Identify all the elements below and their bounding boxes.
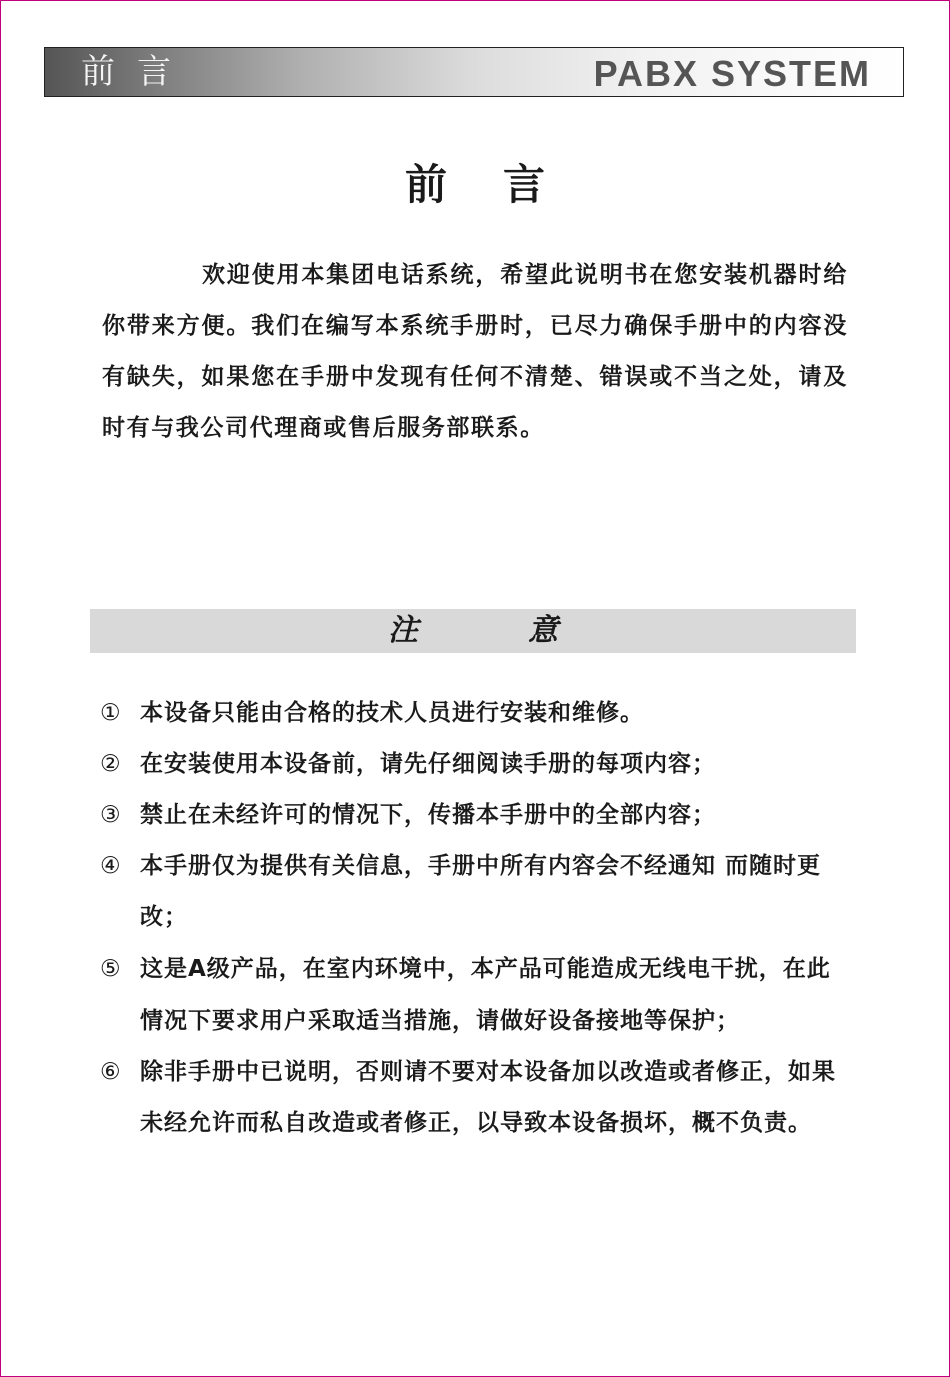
- notice-number: ③: [100, 802, 122, 828]
- notice-number: ④: [100, 853, 122, 879]
- notice-item-2: [100, 739, 850, 790]
- notice-item-4: [100, 841, 850, 943]
- header-section-title: 前言: [81, 52, 193, 92]
- intro-paragraph: 欢迎使用本集团电话系统，希望此说明书在您安装机器时给你带来方便。我们在编写本系统手册时，已尽力确保手册中的内容没有缺失，如果您在手册中发现有任何不清楚、错误或不当之处，请及时有与我公司代理商或售后服务部联系。: [102, 262, 848, 441]
- notice-heading: 注意: [388, 613, 668, 648]
- header-product-name: PABX SYSTEM: [593, 53, 871, 94]
- notice-item-1: [100, 688, 850, 739]
- notice-number: ⑥: [100, 1059, 122, 1085]
- notice-text: 禁止在未经许可的情况下，传播本手册中的全部内容；: [140, 802, 716, 828]
- notice-item-6: [100, 1047, 850, 1149]
- notice-text: 本手册仅为提供有关信息，手册中所有内容会不经通知 而随时更改；: [140, 853, 822, 930]
- notice-number: ⑤: [100, 956, 122, 982]
- page-title: 前言: [404, 160, 601, 209]
- notice-text: 这是A级产品，在室内环境中，本产品可能造成无线电干扰，在此情况下要求用户采取适当措施，请做好设备接地等保护；: [140, 956, 831, 1034]
- notice-text: 在安装使用本设备前，请先仔细阅读手册的每项内容；: [140, 751, 716, 777]
- page-header: [44, 47, 904, 97]
- notice-list: [100, 688, 850, 1149]
- notice-number: ②: [100, 751, 122, 777]
- notice-heading-band: [90, 609, 856, 653]
- notice-text: 本设备只能由合格的技术人员进行安装和维修。: [140, 700, 644, 726]
- notice-text: 除非手册中已说明，否则请不要对本设备加以改造或者修正，如果未经允许而私自改造或者修正，以导致本设备损坏，概不负责。: [140, 1059, 836, 1136]
- notice-number: ①: [100, 700, 122, 726]
- notice-item-5: [100, 943, 850, 1047]
- notice-item-3: [100, 790, 850, 841]
